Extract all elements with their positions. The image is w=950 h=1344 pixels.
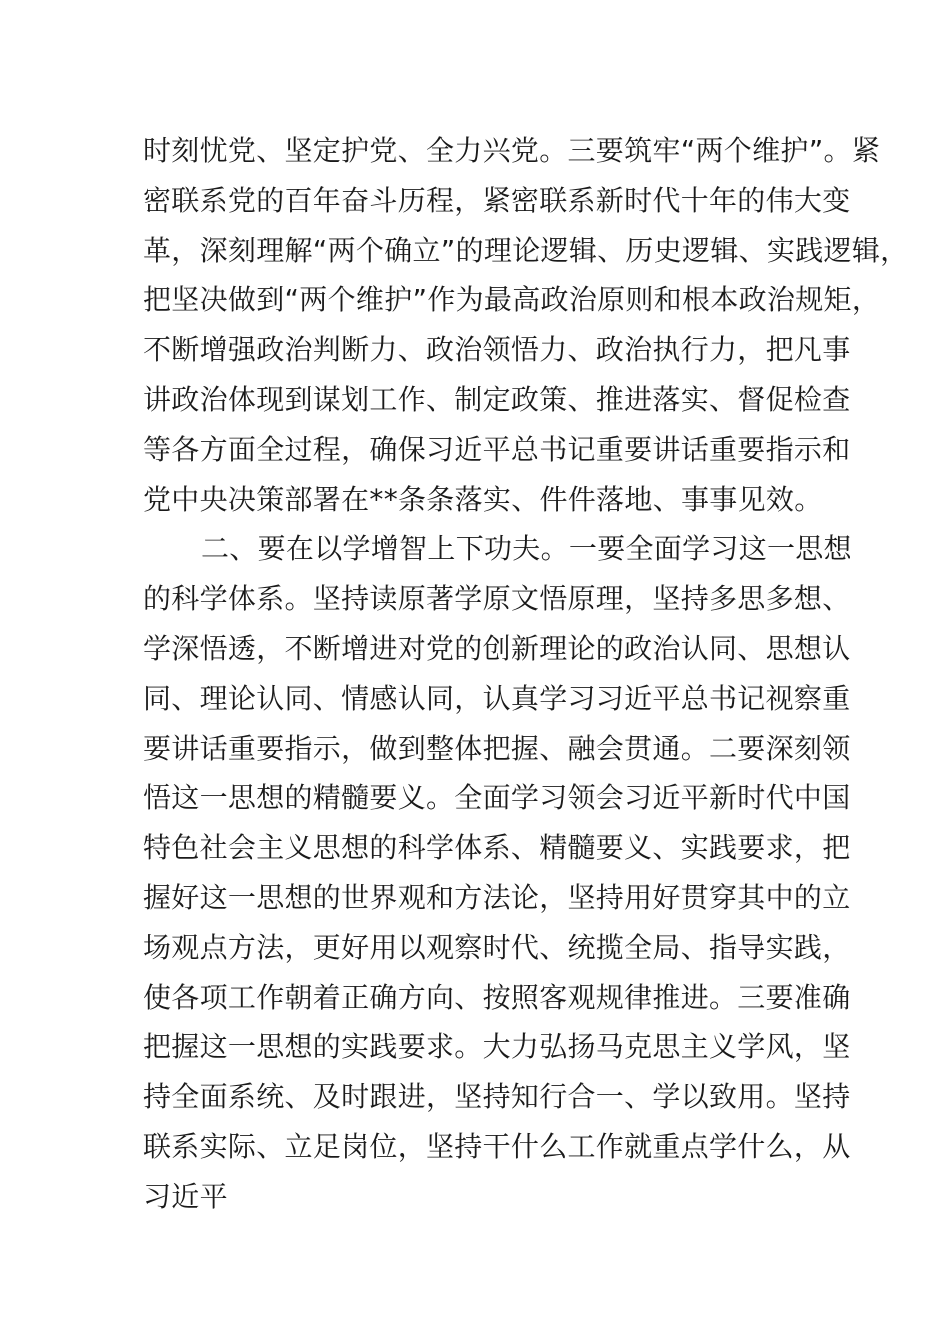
text-line-17: 场观点方法，更好用以观察时代、统揽全局、指导实践， — [143, 930, 851, 964]
text-line-8: 党中央决策部署在**条条落实、件件落地、事事见效。 — [143, 482, 823, 516]
text-line-16: 握好这一思想的世界观和方法论，坚持用好贯穿其中的立 — [143, 880, 851, 914]
text-line-22: 习近平 — [143, 1179, 228, 1213]
text-line-13: 要讲话重要指示，做到整体把握、融会贯通。二要深刻领 — [143, 731, 851, 765]
text-line-20: 持全面系统、及时跟进，坚持知行合一、学以致用。坚持 — [143, 1080, 851, 1114]
text-line-7: 等各方面全过程，确保习近平总书记重要讲话重要指示和 — [143, 432, 851, 466]
text-line-14: 悟这一思想的精髓要义。全面学习领会习近平新时代中国 — [143, 781, 851, 815]
text-line-15: 特色社会主义思想的科学体系、精髓要义、实践要求，把 — [143, 831, 851, 865]
text-line-21: 联系实际、立足岗位，坚持干什么工作就重点学什么，从 — [143, 1129, 851, 1163]
body-text — [143, 126, 909, 1222]
text-line-4: 把坚决做到“两个维护”作为最高政治原则和根本政治规矩， — [143, 283, 881, 317]
text-line-5: 不断增强政治判断力、政治领悟力、政治执行力，把凡事 — [143, 333, 851, 367]
text-line-12: 同、理论认同、情感认同，认真学习习近平总书记视察重 — [143, 681, 851, 715]
text-line-6: 讲政治体现到谋划工作、制定政策、推进落实、督促检查 — [143, 382, 851, 416]
text-line-18: 使各项工作朝着正确方向、按照客观规律推进。三要准确 — [143, 980, 851, 1014]
text-line-1: 时刻忧党、坚定护党、全力兴党。三要筑牢“两个维护”。紧 — [143, 134, 881, 167]
text-line-2: 密联系党的百年奋斗历程，紧密联系新时代十年的伟大变 — [143, 183, 851, 217]
text-line-19: 把握这一思想的实践要求。大力弘扬马克思主义学风，坚 — [143, 1030, 851, 1064]
paragraph-2-first-line: 二、要在以学增智上下功夫。一要全面学习这一思想 — [201, 532, 852, 566]
text-line-3: 革，深刻理解“两个确立”的理论逻辑、历史逻辑、实践逻辑， — [143, 233, 909, 267]
text-line-11: 学深悟透，不断增进对党的创新理论的政治认同、思想认 — [143, 631, 851, 665]
text-line-10: 的科学体系。坚持读原著学原文悟原理，坚持多思多想、 — [143, 582, 851, 616]
